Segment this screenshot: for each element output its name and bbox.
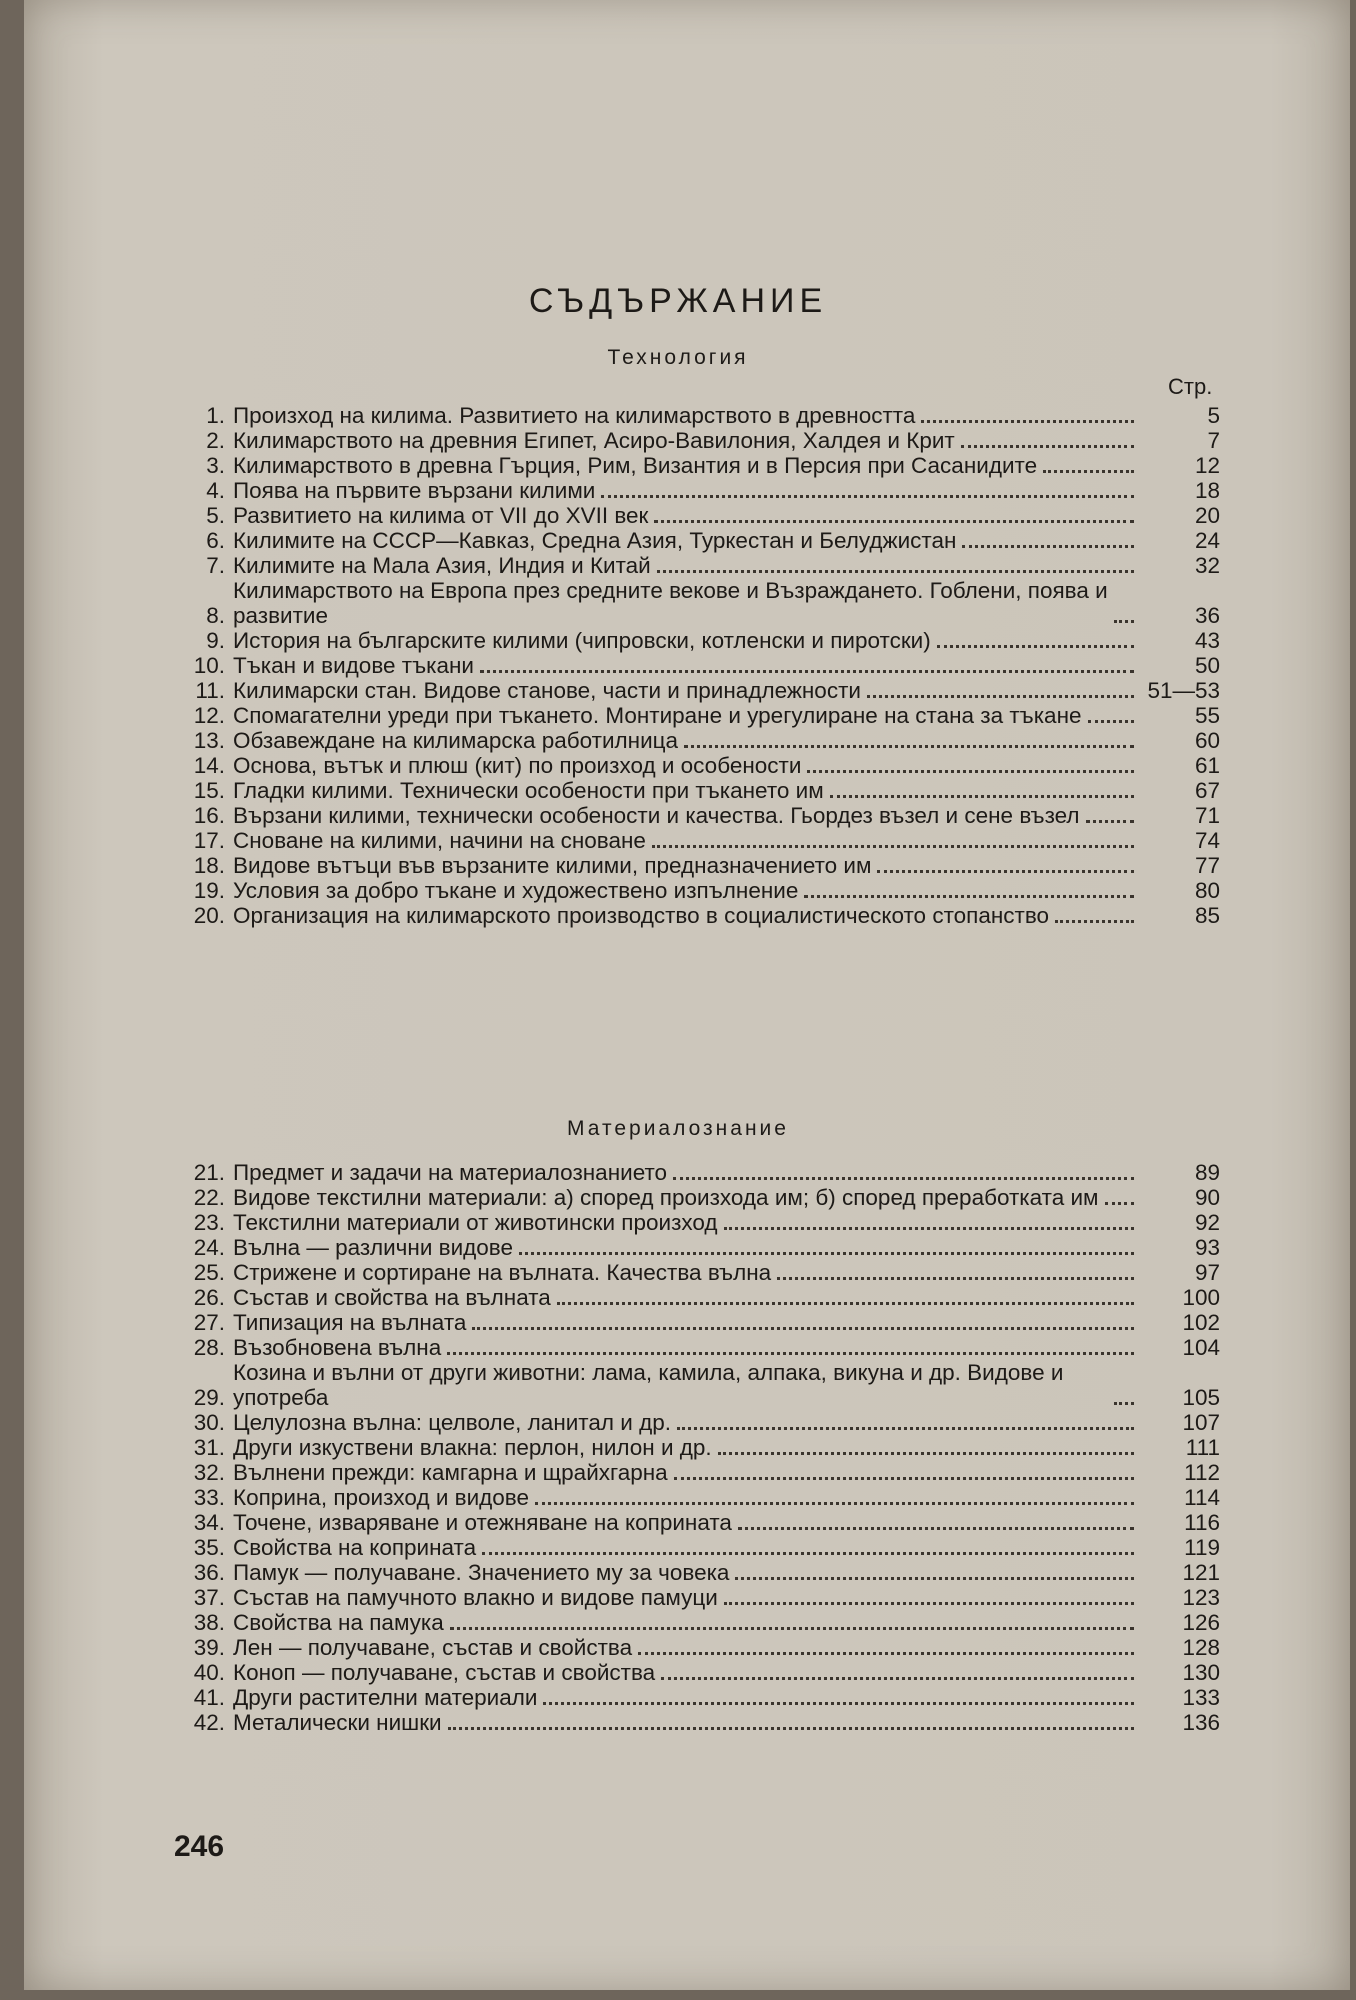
dot-leader: [777, 1277, 1134, 1280]
toc-entry-page: 126: [1182, 1610, 1220, 1635]
dot-leader: [738, 1527, 1134, 1530]
toc-entry-title: Точене, изваряване и отежняване на коприната: [233, 1510, 732, 1535]
toc-entry-page: 36: [1194, 603, 1220, 628]
toc-entry: [160, 1335, 1220, 1360]
dot-leader: [1088, 720, 1134, 723]
toc-entry: [160, 1535, 1220, 1560]
toc-entry-number: 15.: [193, 778, 225, 803]
page-number: 246: [174, 1830, 225, 1863]
toc-entry: [160, 1560, 1220, 1585]
toc-entry-title: Текстилни материали от животински произход: [233, 1210, 718, 1235]
toc-entry-number: 8.: [206, 603, 225, 628]
toc-entry: [160, 1435, 1220, 1460]
toc-entry: [160, 453, 1220, 478]
toc-entry-title: Състав на памучното влакно и видове памуци: [233, 1585, 718, 1610]
toc-entry-page: 104: [1182, 1335, 1220, 1360]
toc-entry: [160, 703, 1220, 728]
toc-entry-page: 71: [1194, 803, 1220, 828]
toc-entry-title: Други изкуствени влакна: перлон, нилон и др.: [233, 1435, 712, 1460]
toc-entry-title: Сноване на килими, начини на сноване: [233, 828, 646, 853]
toc-entry-page: 51—53: [1147, 678, 1220, 703]
toc-entry: [160, 853, 1220, 878]
toc-entry-page: 130: [1182, 1660, 1220, 1685]
toc-entry: [160, 1410, 1220, 1435]
toc-entry-page: 116: [1184, 1510, 1220, 1535]
toc-entry-page: 80: [1194, 878, 1220, 903]
dot-leader: [638, 1652, 1134, 1655]
toc-entry-page: 55: [1194, 703, 1220, 728]
toc-entry: [160, 1585, 1220, 1610]
toc-entry-page: 89: [1194, 1160, 1220, 1185]
toc-entry: [160, 503, 1220, 528]
toc-entry-page: 112: [1184, 1460, 1220, 1485]
toc-entry-number: 40.: [193, 1660, 225, 1685]
toc-entry-title: Килимарството на древния Египет, Асиро-Вавилония, Халдея и Крит: [233, 428, 955, 453]
section-heading-technology: Технология: [607, 346, 749, 369]
toc-entry-number: 22.: [193, 1185, 225, 1210]
toc-entry: [160, 828, 1220, 853]
toc-entry-number: 6.: [206, 528, 225, 553]
toc-entry-number: 11.: [195, 678, 225, 703]
toc-entry-number: 27.: [193, 1310, 225, 1335]
toc-entry-page: 43: [1194, 628, 1220, 653]
toc-entry-title: Възобновена вълна: [233, 1335, 442, 1360]
toc-entry-title: Гладки килими. Технически особености при тъкането им: [233, 778, 824, 803]
dot-leader: [535, 1502, 1134, 1505]
page-column-header: Стр.: [1168, 374, 1213, 399]
toc-entry-number: 25.: [193, 1260, 225, 1285]
toc-entry-number: 28.: [193, 1335, 225, 1360]
toc-entry: [160, 753, 1220, 778]
toc-entry-page: 32: [1194, 553, 1220, 578]
dot-leader: [921, 420, 1134, 423]
toc-entry-number: 20.: [193, 903, 225, 928]
dot-leader: [447, 1352, 1134, 1355]
dot-leader: [684, 745, 1134, 748]
toc-entry-title: Спомагателни уреди при тъкането. Монтиране и урегулиране на стана за тъкане: [233, 703, 1082, 728]
toc-entry: [160, 403, 1220, 428]
toc-entry-number: 9.: [206, 628, 225, 653]
toc-entry-title: Металически нишки: [233, 1710, 442, 1735]
toc-entry: [160, 1360, 1220, 1410]
toc-entry-title: Лен — получаване, състав и свойства: [233, 1635, 633, 1660]
toc-entry: [160, 1185, 1220, 1210]
toc-entry: [160, 678, 1220, 703]
dot-leader: [1105, 1202, 1134, 1205]
dot-leader: [472, 1327, 1134, 1330]
toc-entry-number: 42.: [193, 1710, 225, 1735]
dot-leader: [543, 1702, 1134, 1705]
toc-entry-title: Вълна — различни видове: [233, 1235, 514, 1260]
toc-entry: [160, 878, 1220, 903]
toc-entry-page: 93: [1194, 1235, 1220, 1260]
toc-entry-page: 90: [1194, 1185, 1220, 1210]
toc-entry: [160, 1235, 1220, 1260]
dot-leader: [661, 1677, 1134, 1680]
dot-leader: [448, 1727, 1134, 1730]
toc-entry-page: 20: [1194, 503, 1220, 528]
toc-entry-number: 1.: [206, 403, 225, 428]
toc-entry: [160, 1160, 1220, 1185]
toc-entry-title: Видове вътъци във вързаните килими, предназначението им: [233, 853, 872, 878]
toc-entry-number: 39.: [193, 1635, 225, 1660]
toc-entry-number: 17.: [193, 828, 225, 853]
toc-entry-number: 5.: [206, 503, 225, 528]
toc-entry-page: 102: [1182, 1310, 1220, 1335]
dot-leader: [654, 520, 1134, 523]
toc-entry-page: 74: [1194, 828, 1220, 853]
toc-entry-number: 2.: [206, 428, 225, 453]
toc-entry: [160, 1635, 1220, 1660]
toc-entry-page: 92: [1194, 1210, 1220, 1235]
toc-entry-page: 121: [1182, 1560, 1220, 1585]
toc-entry-title: Типизация на вълната: [233, 1310, 467, 1335]
dot-leader: [652, 845, 1134, 848]
toc-entry-number: 32.: [193, 1460, 225, 1485]
toc-entry: [160, 1460, 1220, 1485]
dot-leader: [1114, 1402, 1134, 1405]
toc-entry-number: 30.: [193, 1410, 225, 1435]
toc-entry-page: 18: [1194, 478, 1220, 503]
toc-entry-title: Свойства на памука: [233, 1610, 444, 1635]
toc-entry-title: Видове текстилни материали: а) според произхода им; б) според преработката им: [233, 1185, 1099, 1210]
toc-entry: [160, 1710, 1220, 1735]
toc-entry-number: 29.: [193, 1385, 225, 1410]
toc-entry-number: 3.: [206, 453, 225, 478]
toc-entry-page: 123: [1182, 1585, 1220, 1610]
toc-entry-number: 14.: [193, 753, 225, 778]
toc-entry-title: Вълнени прежди: камгарна и щрайхгарна: [233, 1460, 668, 1485]
toc-entry-title: Килимарски стан. Видове станове, части и принадлежности: [233, 678, 861, 703]
dot-leader: [961, 445, 1134, 448]
toc-entry-title: Поява на първите вързани килими: [233, 478, 596, 503]
toc-entry-number: 31.: [193, 1435, 225, 1460]
toc-entry-title: Състав и свойства на вълната: [233, 1285, 551, 1310]
toc-entry-number: 10.: [193, 653, 225, 678]
dot-leader: [450, 1627, 1134, 1630]
toc-entry: [160, 778, 1220, 803]
toc-entry-title: Обзавеждане на килимарска работилница: [233, 728, 679, 753]
toc-entry-number: 23.: [193, 1210, 225, 1235]
dot-leader: [674, 1477, 1134, 1480]
toc-entry-title: Килимарството в древна Гърция, Рим, Византия и в Персия при Сасанидите: [233, 453, 1038, 478]
dot-leader: [557, 1302, 1134, 1305]
dot-leader: [482, 1552, 1134, 1555]
toc-entry-page: 119: [1184, 1535, 1220, 1560]
dot-leader: [804, 895, 1134, 898]
toc-entry-page: 136: [1182, 1710, 1220, 1735]
dot-leader: [830, 795, 1134, 798]
toc-entry: [160, 1260, 1220, 1285]
toc-entry-number: 38.: [193, 1610, 225, 1635]
toc-entry-title: Развитието на килима от VII до XVII век: [233, 503, 649, 528]
toc-entry-page: 67: [1194, 778, 1220, 803]
toc-entry: [160, 628, 1220, 653]
toc-entry-title: Предмет и задачи на материалознанието: [233, 1160, 668, 1185]
dot-leader: [673, 1177, 1134, 1180]
toc-entry: [160, 1660, 1220, 1685]
toc-entry: [160, 553, 1220, 578]
toc-entry-page: 5: [1207, 403, 1220, 428]
toc-entry-page: 107: [1182, 1410, 1220, 1435]
page-title: СЪДЪРЖАНИЕ: [528, 282, 828, 320]
toc-entry-page: 85: [1194, 903, 1220, 928]
toc-entry-number: 26.: [193, 1285, 225, 1310]
toc-entry-title: История на българските килими (чипровски, котленски и пиротски): [233, 628, 931, 653]
dot-leader: [724, 1602, 1134, 1605]
dot-leader: [480, 670, 1134, 673]
section-heading-materials: Материалознание: [567, 1117, 789, 1140]
dot-leader: [735, 1577, 1134, 1580]
toc-entry-page: 7: [1207, 428, 1220, 453]
toc-materials: [160, 1160, 1220, 1735]
toc-entry-title: Килимите на Мала Азия, Индия и Китай: [233, 553, 651, 578]
toc-entry-title: Килимите на СССР—Кавказ, Средна Азия, Туркестан и Белуджистан: [233, 528, 957, 553]
toc-entry-number: 24.: [193, 1235, 225, 1260]
toc-entry-page: 24: [1194, 528, 1220, 553]
dot-leader: [1086, 820, 1134, 823]
toc-entry: [160, 903, 1220, 928]
toc-entry-number: 21.: [193, 1160, 225, 1185]
dot-leader: [1043, 470, 1134, 473]
toc-entry-title: Памук — получаване. Значението му за човека: [233, 1560, 730, 1585]
toc-entry: [160, 1685, 1220, 1710]
toc-entry-title: Свойства на коприната: [233, 1535, 477, 1560]
toc-technology: [160, 403, 1220, 928]
toc-entry-title: Целулозна вълна: целволе, ланитал и др.: [233, 1410, 671, 1435]
toc-entry-title: Други растителни материали: [233, 1685, 538, 1710]
toc-entry-page: 97: [1194, 1260, 1220, 1285]
toc-entry-page: 77: [1194, 853, 1220, 878]
toc-entry: [160, 428, 1220, 453]
toc-entry-number: 4.: [206, 478, 225, 503]
toc-entry-number: 16.: [193, 803, 225, 828]
toc-entry: [160, 1610, 1220, 1635]
toc-entry-page: 12: [1194, 453, 1220, 478]
toc-entry-page: 61: [1194, 753, 1220, 778]
toc-entry-number: 7.: [206, 553, 225, 578]
toc-entry-page: 114: [1184, 1485, 1220, 1510]
toc-entry-number: 33.: [193, 1485, 225, 1510]
dot-leader: [1114, 620, 1134, 623]
toc-entry-number: 41.: [193, 1685, 225, 1710]
toc-entry-page: 111: [1185, 1435, 1220, 1460]
dot-leader: [937, 645, 1134, 648]
toc-entry-number: 19.: [193, 878, 225, 903]
toc-entry-page: 100: [1182, 1285, 1220, 1310]
toc-entry-title: Козина и вълни от други животни: лама, камила, алпака, викуна и др. Видове и употреба: [233, 1360, 1064, 1410]
toc-entry-number: 36.: [193, 1560, 225, 1585]
toc-entry: [160, 478, 1220, 503]
dot-leader: [877, 870, 1134, 873]
toc-entry-page: 50: [1194, 653, 1220, 678]
dot-leader: [657, 570, 1134, 573]
toc-entry-page: 105: [1182, 1385, 1220, 1410]
dot-leader: [1055, 920, 1134, 923]
toc-entry-number: 35.: [193, 1535, 225, 1560]
toc-entry-page: 133: [1182, 1685, 1220, 1710]
toc-entry-page: 128: [1182, 1635, 1220, 1660]
toc-entry: [160, 653, 1220, 678]
toc-entry: [160, 1485, 1220, 1510]
dot-leader: [962, 545, 1134, 548]
toc-entry: [160, 1510, 1220, 1535]
dot-leader: [807, 770, 1134, 773]
toc-entry-title: Коноп — получаване, състав и свойства: [233, 1660, 656, 1685]
toc-entry-number: 12.: [193, 703, 225, 728]
toc-entry-page: 60: [1194, 728, 1220, 753]
toc-entry: [160, 728, 1220, 753]
toc-entry-title: Основа, вътък и плюш (кит) по произход и особености: [233, 753, 802, 778]
dot-leader: [867, 695, 1134, 698]
dot-leader: [718, 1452, 1134, 1455]
toc-entry-title: Произход на килима. Развитието на килимарството в древността: [233, 403, 916, 428]
toc-entry-title: Коприна, произход и видове: [233, 1485, 530, 1510]
toc-entry-title: Организация на килимарското производство в социалистическото стопанство: [233, 903, 1050, 928]
toc-entry-title: Вързани килими, технически особености и качества. Гьордез възел и сене възел: [233, 803, 1080, 828]
toc-entry-number: 18.: [193, 853, 225, 878]
toc-entry: [160, 1285, 1220, 1310]
toc-entry: [160, 578, 1220, 628]
toc-entry-title: Тъкан и видове тъкани: [233, 653, 474, 678]
toc-entry: [160, 1310, 1220, 1335]
toc-entry: [160, 528, 1220, 553]
dot-leader: [601, 495, 1134, 498]
dot-leader: [677, 1427, 1134, 1430]
toc-entry: [160, 803, 1220, 828]
toc-entry: [160, 1210, 1220, 1235]
toc-entry-number: 13.: [193, 728, 225, 753]
toc-entry-number: 34.: [193, 1510, 225, 1535]
dot-leader: [519, 1252, 1134, 1255]
toc-entry-number: 37.: [193, 1585, 225, 1610]
toc-entry-title: Килимарството на Европа през средните векове и Възраждането. Гоблени, поява и развитие: [233, 578, 1108, 628]
toc-entry-title: Условия за добро тъкане и художествено изпълнение: [233, 878, 799, 903]
dot-leader: [724, 1227, 1134, 1230]
toc-entry-title: Стрижене и сортиране на вълната. Качества вълна: [233, 1260, 772, 1285]
